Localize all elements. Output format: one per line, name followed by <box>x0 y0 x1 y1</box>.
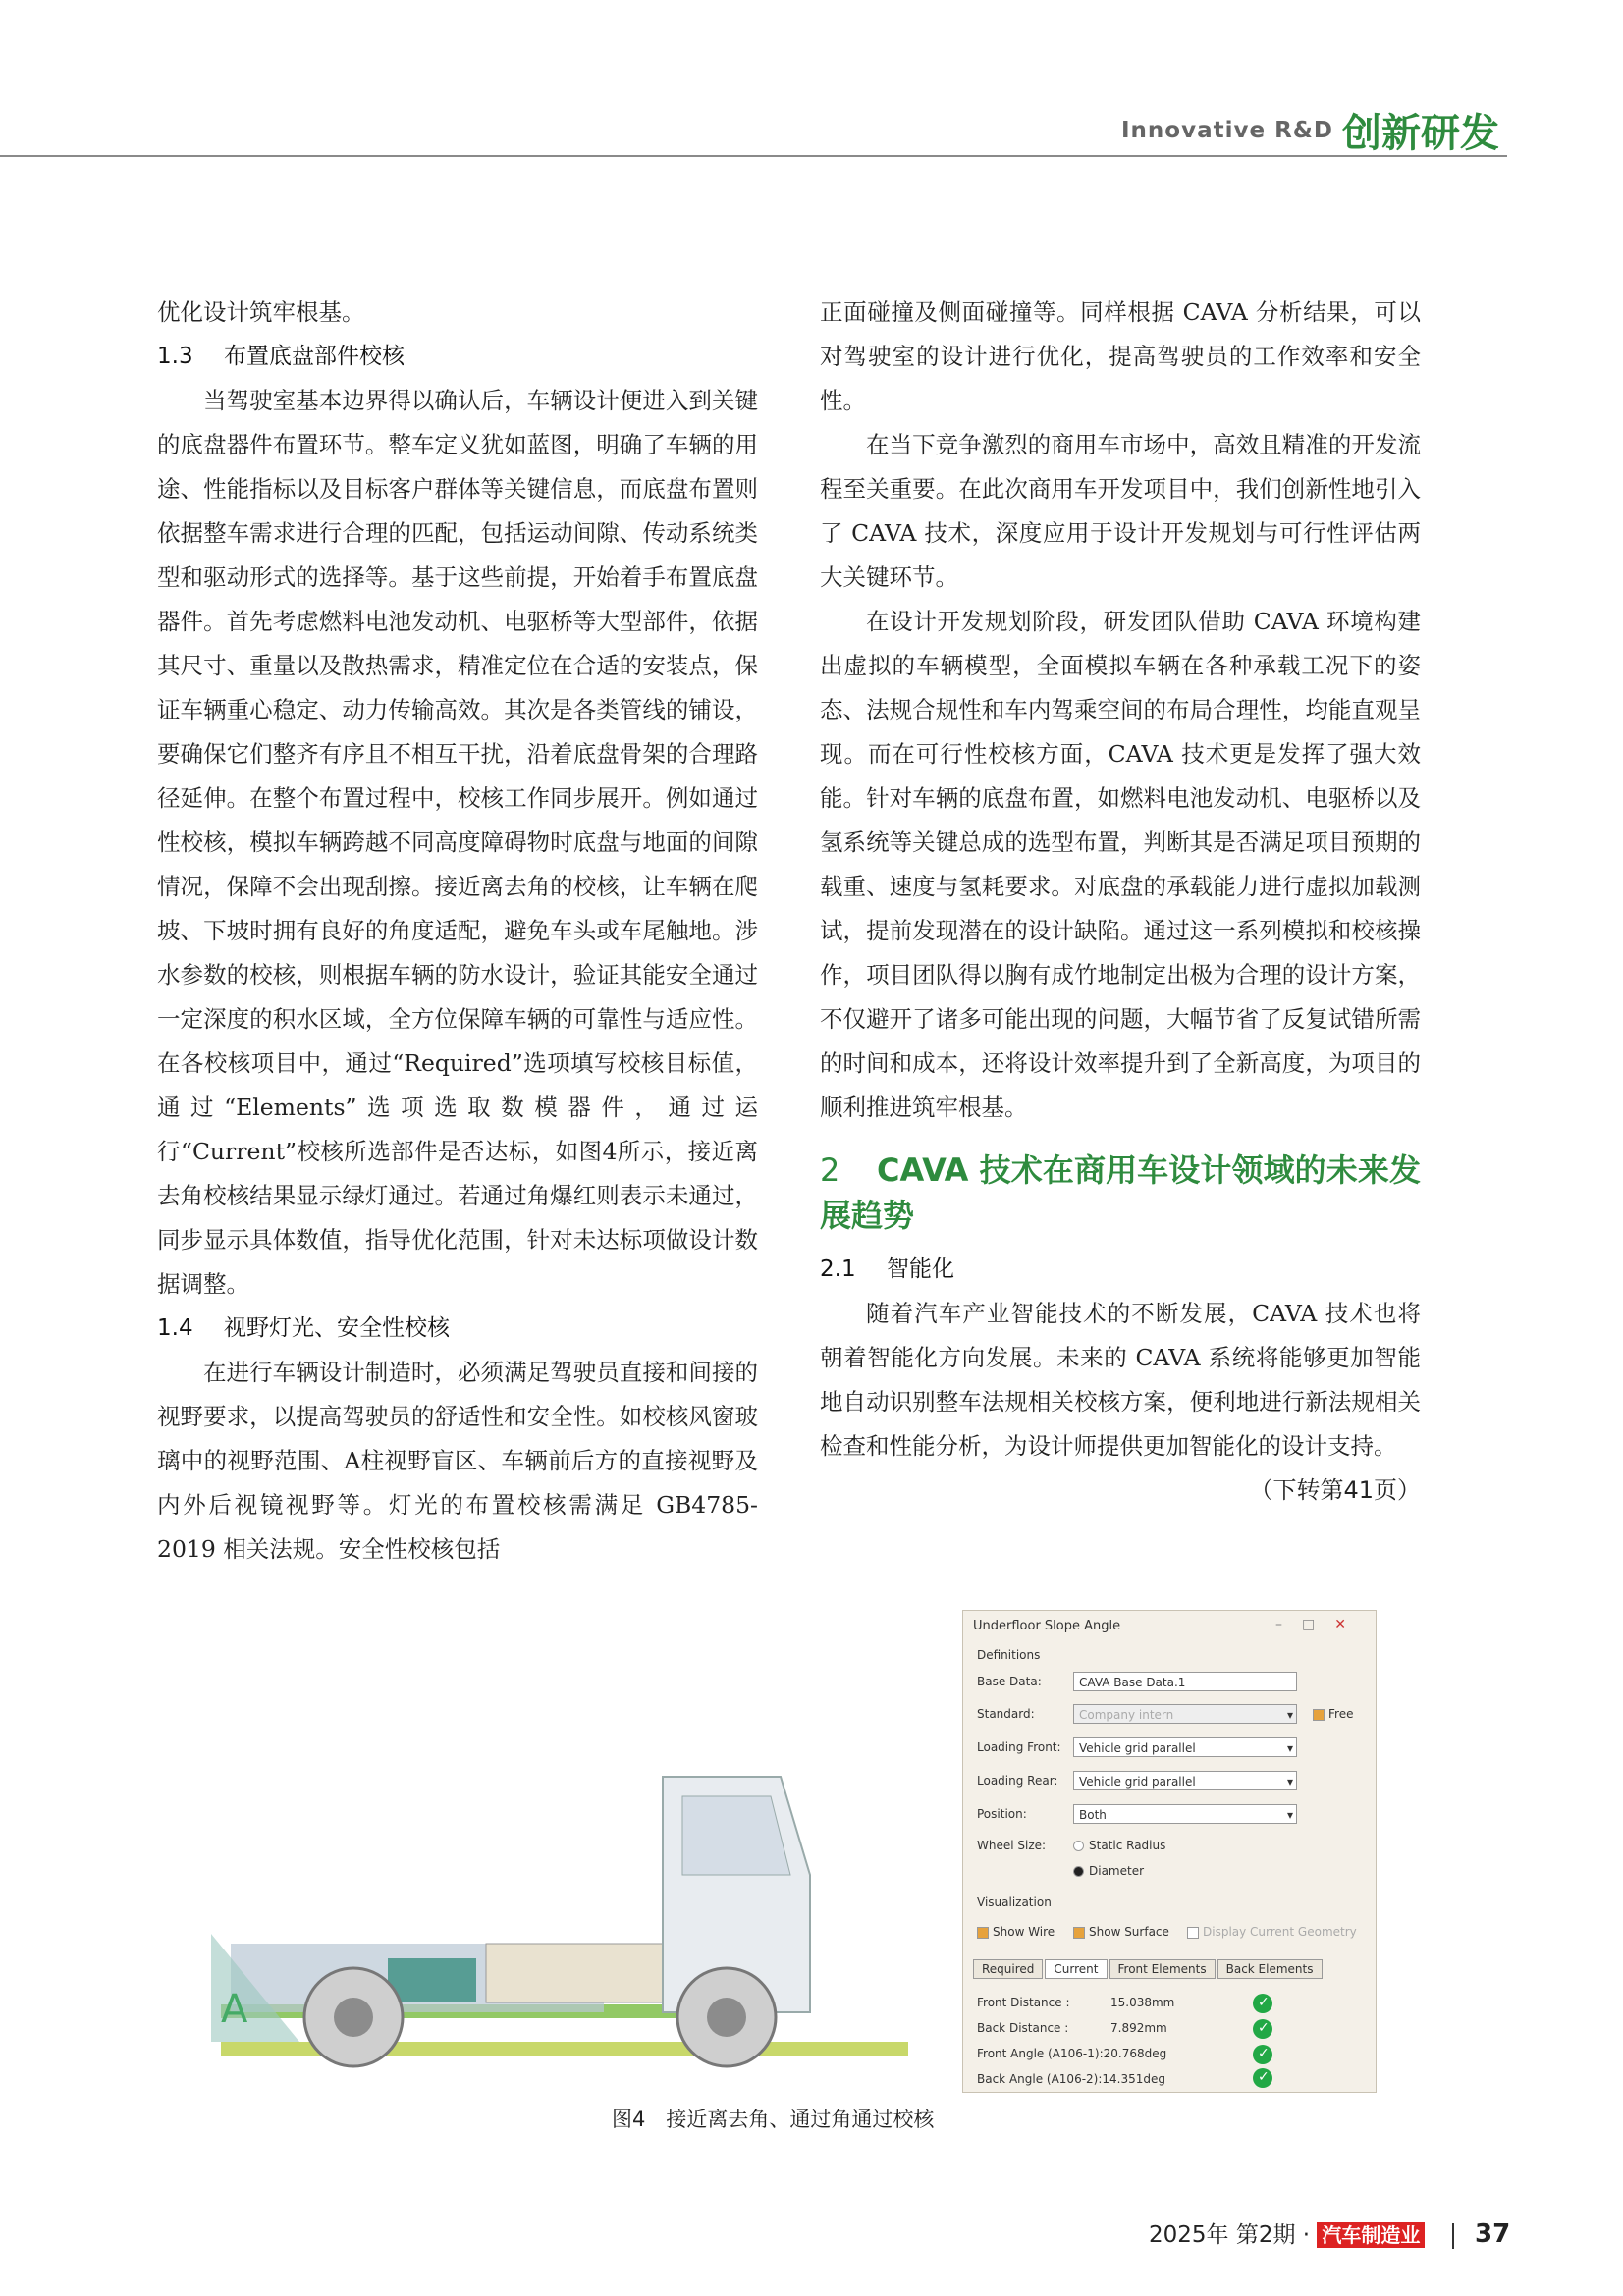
wheel-size-label: Wheel Size: <box>977 1839 1047 1852</box>
group-visualization: Visualization <box>977 1896 1052 1909</box>
truck-chassis-illustration <box>191 1620 938 2081</box>
show-surface-checkbox[interactable]: Show Surface <box>1073 1925 1169 1939</box>
section-heading-2: 2 CAVA 技术在商用车设计领域的未来发展趋势 <box>820 1151 1421 1234</box>
paragraph: 在设计开发规划阶段，研发团队借助 CAVA 环境构建出虚拟的车辆模型，全面模拟车辆在各种承载工况下的姿态、法规合规性和车内驾乘空间的布局合理性，均能直观呈现。而在可行性校核方面，CAVA 技术更是发挥了强大效能。针对车辆的底盘布置，如燃料电池发动机、电驱桥以及氢系统等关键总成的选型布置，判断其是否满足项目预期的载重、速度与氢耗要求。对底盘的承载能力进行虚拟加载测试，提前发现潜在的设计缺陷。通过这一系列模拟和校核操作，项目团队得以胸有成竹地制定出极为合理的设计方案，不仅避开了诸多可能出现的问题，大幅节省了反复试错所需的时间和成本，还将设计效率提升到了全新高度，为项目的顺利推进筑牢根基。 <box>820 608 1421 1121</box>
paragraph: 在进行车辆设计制造时，必须满足驾驶员直接和间接的视野要求，以提高驾驶员的舒适性和安全性。如校核风窗玻璃中的视野范围、A柱视野盲区、车辆前后方的直接视野及内外后视镜视野等。灯光的布置校核需满足 GB4785-2019 相关法规。安全性校核包括 <box>157 1359 758 1563</box>
underfloor-slope-dialog <box>962 1610 1377 2093</box>
paragraph: 优化设计筑牢根基。 <box>157 298 365 326</box>
continued-note: （下转第41页） <box>1249 1476 1421 1504</box>
checkbox-icon <box>977 1927 989 1939</box>
maximize-icon: □ <box>1302 1617 1335 1632</box>
subsection-heading-2-1: 2.1 智能化 <box>820 1256 954 1282</box>
radio-selected-icon <box>1073 1866 1084 1877</box>
dialog-title: Underfloor Slope Angle <box>973 1619 1121 1633</box>
back-distance-value: 7.892mm <box>1110 2021 1167 2035</box>
figure-caption: 图4 接近离去角、通过角通过校核 <box>612 2108 935 2131</box>
checkbox-icon <box>1073 1927 1085 1939</box>
footer-divider <box>1452 2223 1454 2249</box>
paragraph: 当驾驶室基本边界得以确认后，车辆设计便进入到关键的底盘器件布置环节。整车定义犹如蓝图，明确了车辆的用途、性能指标以及目标客户群体等关键信息，而底盘布置则依据整车需求进行合理的匹配，包括运动间隙、传动系统类型和驱动形式的选择等。基于这些前提，开始着手布置底盘器件。首先考虑燃料电池发动机、电驱桥等大型部件，依据其尺寸、重量以及散热需求，精准定位在合适的安装点，保证车辆重心稳定、动力传输高效。其次是各类管线的铺设，要确保它们整齐有序且不相互干扰，沿着底盘骨架的合理路径延伸。在整个布置过程中，校核工作同步展开。例如通过性校核，模拟车辆跨越不同高度障碍物时底盘与地面的间隙情况，保障不会出现刮擦。接近离去角的校核，让车辆在爬坡、下坡时拥有良好的角度适配，避免车头或车尾触地。涉水参数的校核，则根据车辆的防水设计，验证其能安全通过一定深度的积水区域，全方位保障车辆的可靠性与适应性。在各校核项目中，通过“Required”选项填写校核目标值，通过“Elements”选项选取数模器件，通过运行“Current”校核所选部件是否达标，如图4所示，接近离去角校核结果显示绿灯通过。若通过角爆红则表示未通过，同步显示具体数值，指导优化范围，针对未达标项做设计数据调整。 <box>157 387 758 1298</box>
paragraph: 正面碰撞及侧面碰撞等。同样根据 CAVA 分析结果，可以对驾驶室的设计进行优化，提高驾驶员的工作效率和安全性。 <box>820 298 1421 414</box>
header-english: Innovative R&D <box>1121 118 1333 143</box>
pass-icon <box>1253 1994 1272 2013</box>
front-angle-readout: Front Angle (A106-1):20.768deg <box>977 2047 1167 2060</box>
paragraph: 在当下竞争激烈的商用车市场中，高效且精准的开发流程至关重要。在此次商用车开发项目中，我们创新性地引入了 CAVA 技术，深度应用于设计开发规划与可行性评估两大关键环节。 <box>820 431 1421 591</box>
loading-front-select[interactable]: Vehicle grid parallel ▾ <box>1073 1737 1297 1757</box>
minimize-icon: – <box>1275 1617 1303 1632</box>
header-rule <box>0 155 1507 157</box>
back-distance-label: Back Distance : <box>977 2021 1069 2035</box>
page-number: 37 <box>1475 2219 1511 2249</box>
checkbox-icon <box>1313 1709 1325 1721</box>
tab-current[interactable]: Current <box>1045 1959 1107 1979</box>
header-chinese: 创新研发 <box>1342 111 1499 156</box>
tab-back-elements[interactable]: Back Elements <box>1217 1959 1323 1979</box>
free-checkbox[interactable]: Free <box>1313 1707 1353 1721</box>
paragraph: 随着汽车产业智能技术的不断发展，CAVA 技术也将朝着智能化方向发展。未来的 CAVA 系统将能够更加智能地自动识别整车法规相关校核方案，便利地进行新法规相关检查和性能分析，为设计师提供更加智能化的设计支持。 <box>820 1300 1421 1460</box>
radio-icon <box>1073 1841 1084 1851</box>
window-controls[interactable] <box>1275 1617 1366 1632</box>
standard-select[interactable]: Company intern ▾ <box>1073 1704 1297 1724</box>
loading-rear-select[interactable]: Vehicle grid parallel ▾ <box>1073 1771 1297 1790</box>
show-wire-checkbox[interactable]: Show Wire <box>977 1925 1055 1939</box>
page-footer <box>1149 2216 1510 2249</box>
back-angle-readout: Back Angle (A106-2):14.351deg <box>977 2072 1165 2086</box>
truck-label: A <box>221 1987 248 2032</box>
tab-required[interactable]: Required <box>973 1959 1043 1979</box>
group-definitions: Definitions <box>977 1648 1041 1662</box>
base-data-field[interactable]: CAVA Base Data.1 <box>1073 1672 1297 1691</box>
subsection-heading-1-3: 1.3 布置底盘部件校核 <box>157 344 405 369</box>
diameter-radio[interactable]: Diameter <box>1073 1864 1144 1878</box>
position-select[interactable]: Both ▾ <box>1073 1804 1297 1824</box>
front-distance-value: 15.038mm <box>1110 1996 1175 2009</box>
result-tabs <box>973 1959 1325 1979</box>
loading-rear-label: Loading Rear: <box>977 1774 1058 1788</box>
pass-icon <box>1253 2068 1272 2088</box>
standard-label: Standard: <box>977 1707 1035 1721</box>
subsection-heading-1-4: 1.4 视野灯光、安全性校核 <box>157 1315 450 1341</box>
issue-info: 2025年 第2期 · <box>1149 2222 1311 2248</box>
display-current-checkbox[interactable]: Display Current Geometry <box>1187 1925 1357 1939</box>
position-label: Position: <box>977 1807 1027 1821</box>
pass-icon <box>1253 2045 1272 2064</box>
right-column <box>820 291 1421 1513</box>
magazine-logo: 汽车制造业 <box>1317 2222 1425 2248</box>
left-column <box>157 291 758 1572</box>
checkbox-icon <box>1187 1927 1199 1939</box>
close-icon: ✕ <box>1334 1617 1366 1632</box>
pass-icon <box>1253 2019 1272 2039</box>
static-radius-radio[interactable]: Static Radius <box>1073 1839 1165 1852</box>
loading-front-label: Loading Front: <box>977 1740 1061 1754</box>
base-data-label: Base Data: <box>977 1675 1042 1688</box>
tab-front-elements[interactable]: Front Elements <box>1109 1959 1216 1979</box>
front-distance-label: Front Distance : <box>977 1996 1070 2009</box>
